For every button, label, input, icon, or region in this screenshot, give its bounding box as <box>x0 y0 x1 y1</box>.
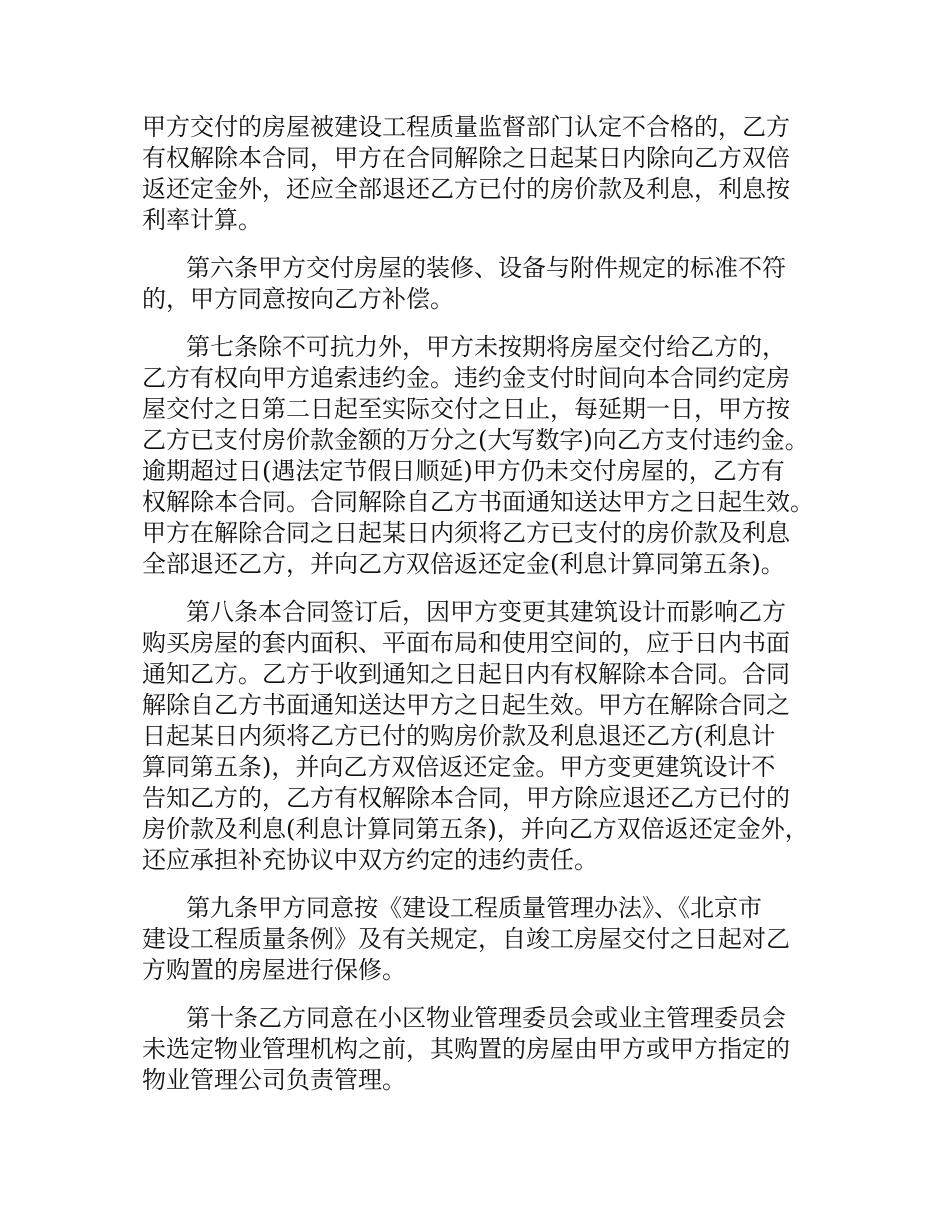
text-line: 第九条甲方同意按《建设工程质量管理办法》、《北京市 <box>186 894 762 922</box>
text-line: 逾期超过日(遇法定节假日顺延)甲方仍未交付房屋的，乙方有 <box>142 457 785 485</box>
text-line: 权解除本合同。合同解除自乙方书面通知送达甲方之日起生效。 <box>142 488 814 516</box>
text-line: 第十条乙方同意在小区物业管理委员会或业主管理委员会 <box>186 1004 786 1032</box>
text-line: 第八条本合同签订后，因甲方变更其建筑设计而影响乙方 <box>186 598 786 626</box>
paragraph-article-10 <box>142 1003 832 1096</box>
text-line: 第七条除不可抗力外，甲方未按期将房屋交付给乙方的， <box>186 333 786 361</box>
paragraph-article-6 <box>142 253 832 315</box>
text-line: 物业管理公司负责管理。 <box>142 1066 406 1094</box>
text-line: 第六条甲方交付房屋的装修、设备与附件规定的标准不符 <box>186 254 786 282</box>
text-line: 的，甲方同意按向乙方补偿。 <box>142 285 454 313</box>
text-line: 乙方已支付房价款金额的万分之(大写数字)向乙方支付违约金。 <box>142 426 809 454</box>
text-line: 甲方在解除合同之日起某日内须将乙方已支付的房价款及利息 <box>142 519 790 547</box>
text-line: 购买房屋的套内面积、平面布局和使用空间的，应于日内书面 <box>142 629 790 657</box>
text-line: 日起某日内须将乙方已付的购房价款及利息退还乙方(利息计 <box>142 722 776 750</box>
paragraph-article-9 <box>142 893 832 986</box>
text-line: 乙方有权向甲方追索违约金。违约金支付时间向本合同约定房 <box>142 364 790 392</box>
text-line: 算同第五条)，并向乙方双倍返还定金。甲方变更建筑设计不 <box>142 753 776 781</box>
text-line: 方购置的房屋进行保修。 <box>142 956 406 984</box>
text-line: 告知乙方的，乙方有权解除本合同，甲方除应退还乙方已付的 <box>142 784 790 812</box>
text-line: 返还定金外，还应全部退还乙方已付的房价款及利息，利息按 <box>142 175 790 203</box>
document-body <box>142 112 832 1113</box>
text-line: 未选定物业管理机构之前，其购置的房屋由甲方或甲方指定的 <box>142 1035 790 1063</box>
text-line: 还应承担补充协议中双方约定的违约责任。 <box>142 846 598 874</box>
text-line: 有权解除本合同，甲方在合同解除之日起某日内除向乙方双倍 <box>142 144 790 172</box>
text-line: 屋交付之日第二日起至实际交付之日止，每延期一日，甲方按 <box>142 395 790 423</box>
text-line: 解除自乙方书面通知送达甲方之日起生效。甲方在解除合同之 <box>142 691 790 719</box>
text-line: 甲方交付的房屋被建设工程质量监督部门认定不合格的，乙方 <box>142 113 790 141</box>
text-line: 建设工程质量条例》及有关规定，自竣工房屋交付之日起对乙 <box>142 925 790 953</box>
text-line: 通知乙方。乙方于收到通知之日起日内有权解除本合同。合同 <box>142 660 790 688</box>
paragraph-delivery-unqualified <box>142 112 832 236</box>
text-line: 全部退还乙方，并向乙方双倍返还定金(利息计算同第五条)。 <box>142 550 785 578</box>
paragraph-article-7 <box>142 332 832 580</box>
text-line: 利率计算。 <box>142 206 262 234</box>
paragraph-article-8 <box>142 597 832 876</box>
text-line: 房价款及利息(利息计算同第五条)，并向乙方双倍返还定金外， <box>142 815 809 843</box>
